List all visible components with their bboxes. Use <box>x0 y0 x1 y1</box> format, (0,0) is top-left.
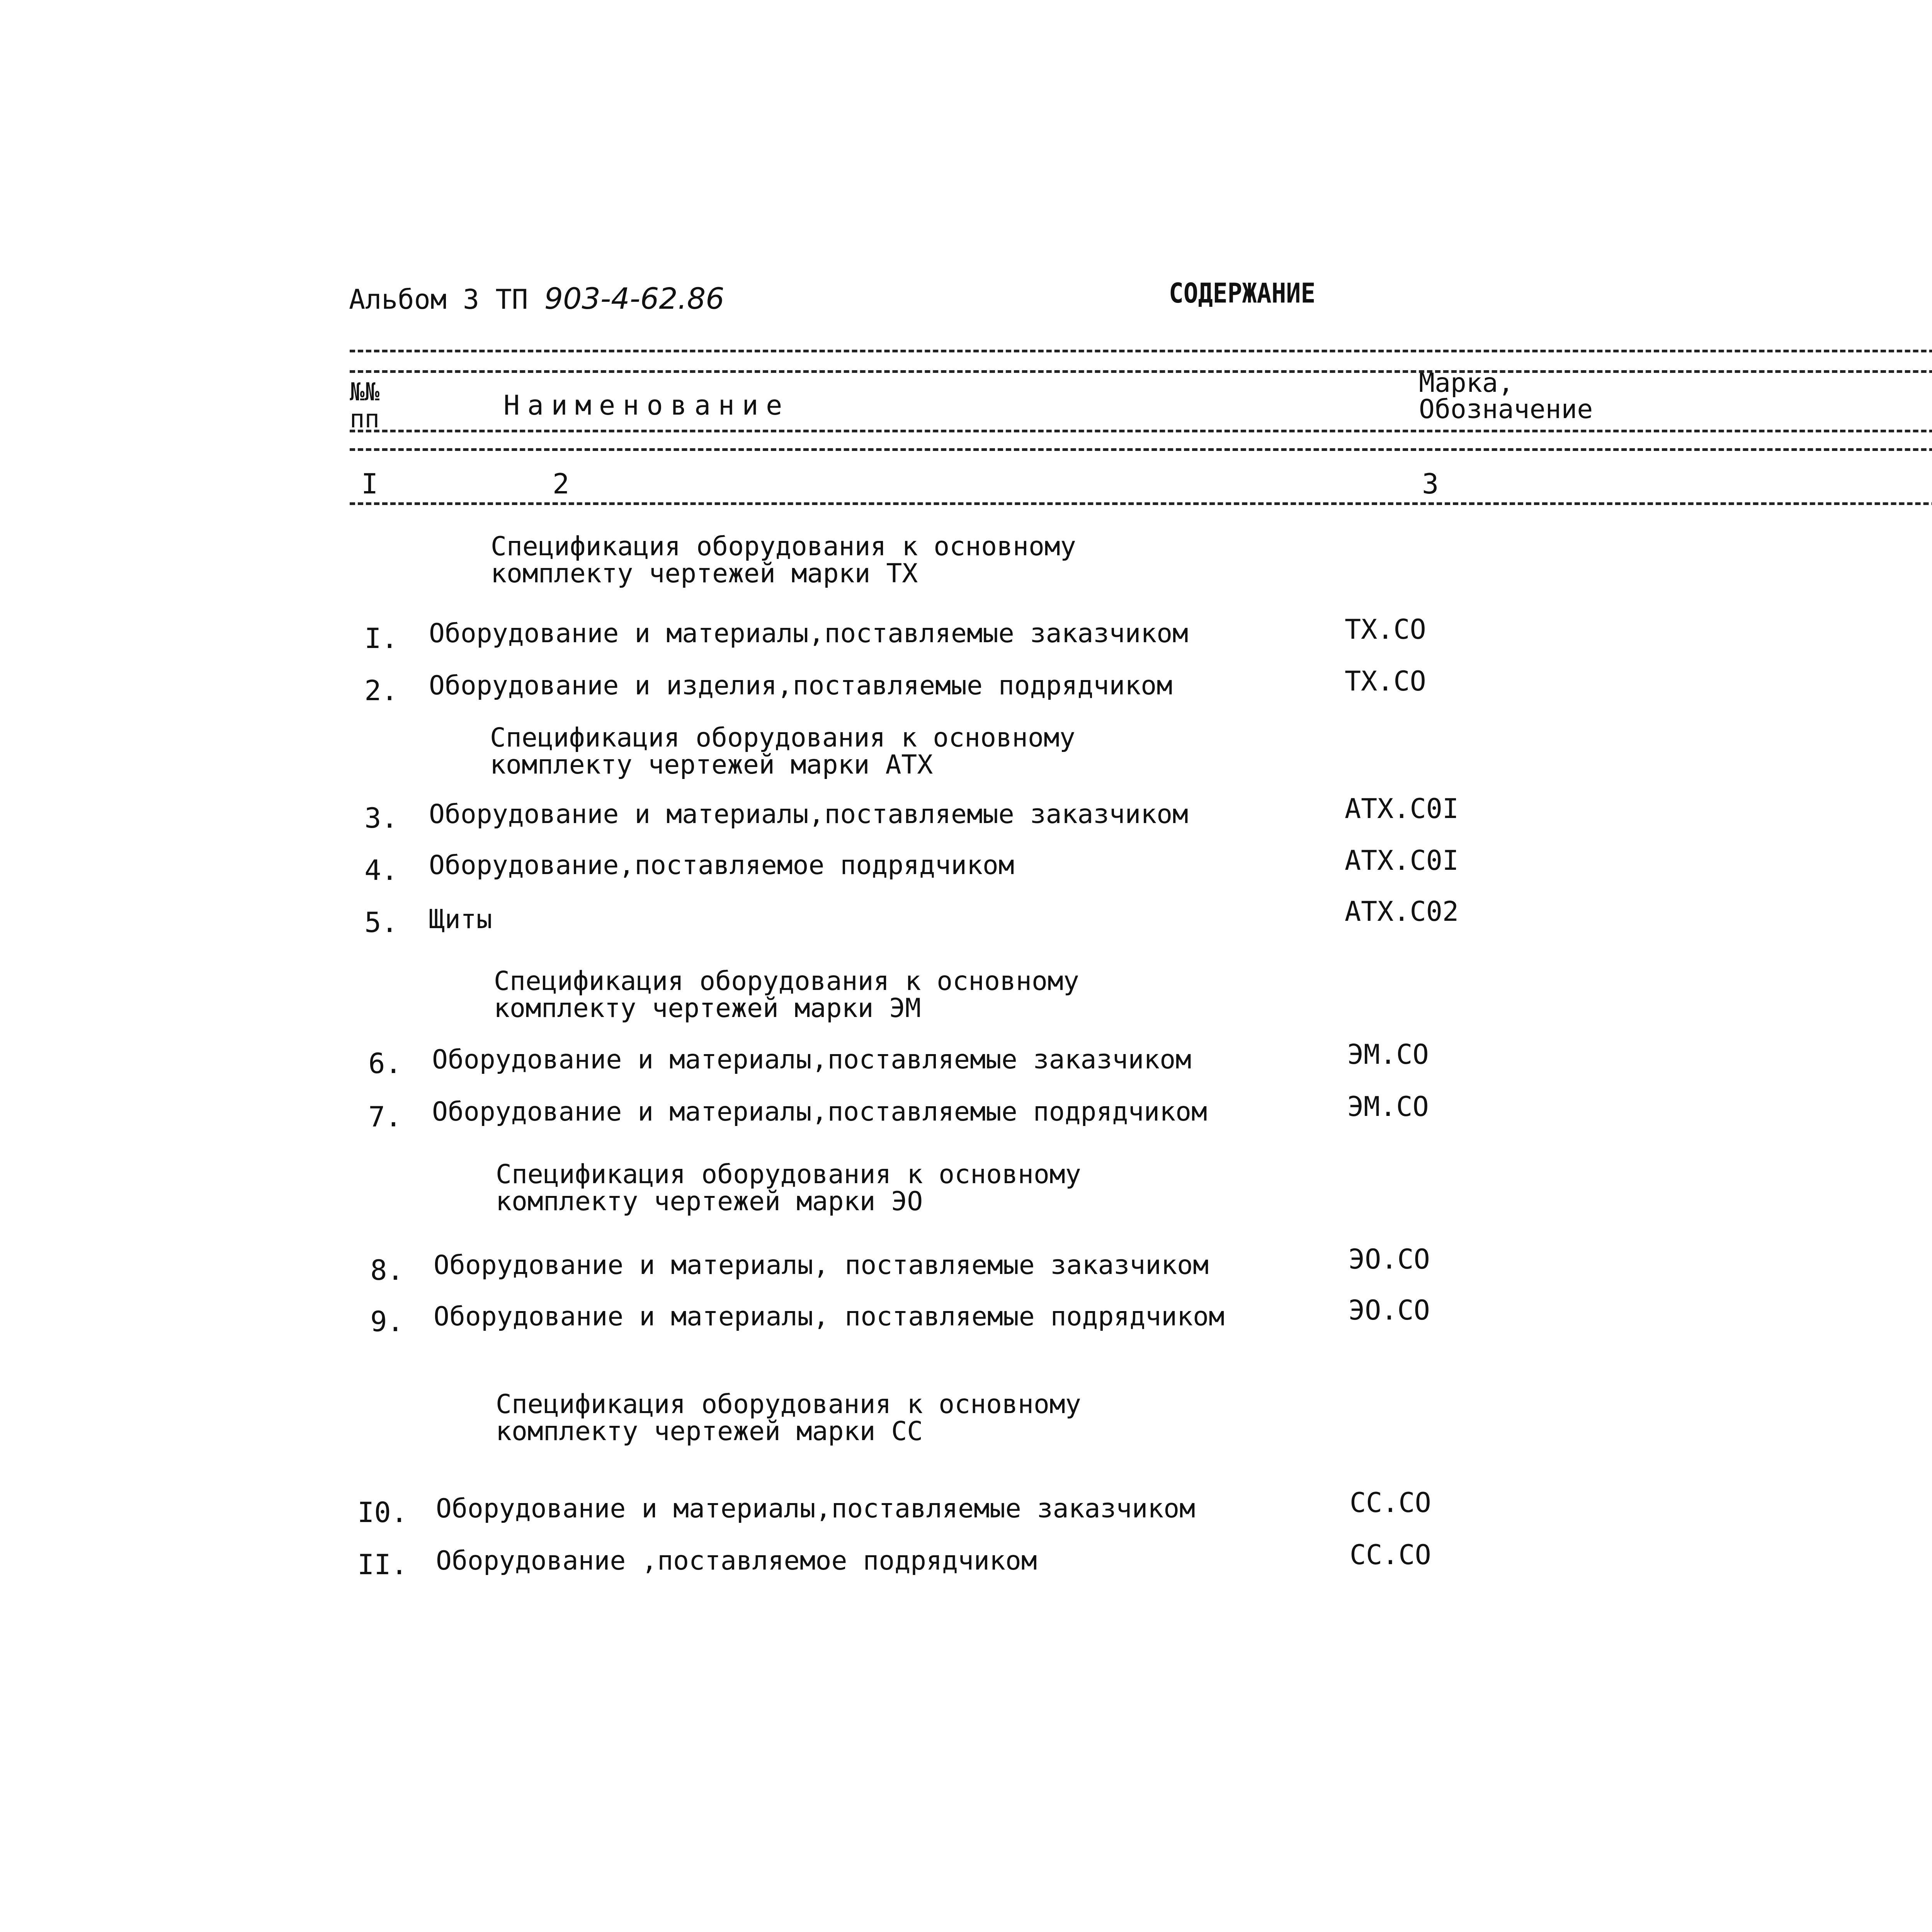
row-name: Щиты <box>429 904 492 935</box>
row-number: 6. <box>368 1047 402 1080</box>
row-name: Оборудование и материалы,поставляемые заказчиком <box>429 618 1189 649</box>
row-number: 4. <box>364 854 398 886</box>
row-number: 3. <box>364 802 398 834</box>
row-mark: СС.СО <box>1350 1539 1431 1571</box>
row-mark: АТХ.С02 <box>1345 896 1459 927</box>
album-reference <box>349 281 724 316</box>
section-title-eo: Спецификация оборудования к основному комплекту чертежей марки ЭО <box>496 1159 1081 1217</box>
row-number: II. <box>357 1548 408 1581</box>
section-title-tx: Спецификация оборудования к основному комплекту чертежей марки ТХ <box>491 531 1076 589</box>
row-name: Оборудование и материалы,поставляемые заказчиком <box>432 1044 1192 1075</box>
rule-header-bottom-2 <box>350 448 1932 451</box>
row-number: 7. <box>368 1100 402 1133</box>
album-label: Альбом 3 ТП <box>349 284 528 315</box>
document-title: СОДЕРЖАНИЕ <box>1169 277 1316 309</box>
section-title-ss: Спецификация оборудования к основному комплекту чертежей марки СС <box>496 1389 1081 1447</box>
row-mark: АТХ.С0I <box>1345 793 1459 825</box>
row-mark: АТХ.С0I <box>1345 845 1459 876</box>
column-index-2: 2 <box>553 468 570 500</box>
row-mark: ЭМ.СО <box>1347 1091 1429 1122</box>
rule-header-bottom <box>350 430 1932 432</box>
row-name: Оборудование ,поставляемое подрядчиком <box>436 1546 1037 1576</box>
row-number: I0. <box>357 1496 408 1529</box>
album-code: 903-4-62.86 <box>544 281 724 316</box>
row-mark: ЭМ.СО <box>1347 1039 1429 1070</box>
row-name: Оборудование и материалы, поставляемые подрядчиком <box>434 1301 1225 1332</box>
column-index-3: 3 <box>1422 468 1439 500</box>
row-number: 2. <box>364 674 398 707</box>
row-number: 9. <box>370 1305 404 1338</box>
rule-index-bottom <box>350 502 1932 505</box>
row-number: 5. <box>364 906 398 939</box>
row-mark: ЭО.СО <box>1349 1294 1430 1326</box>
column-header-name: Наименование <box>503 389 790 421</box>
row-number: 8. <box>370 1254 404 1286</box>
section-title-em: Спецификация оборудования к основному комплекту чертежей марки ЭМ <box>494 966 1079 1024</box>
column-index-1: I <box>361 468 378 500</box>
rule-top <box>350 350 1932 352</box>
column-header-number: №№ пп <box>350 378 380 434</box>
row-mark: ТХ.СО <box>1345 614 1426 645</box>
section-title-atx: Спецификация оборудования к основному комплекту чертежей марки АТХ <box>490 723 1075 780</box>
column-header-mark: Марка, Обозначение <box>1419 368 1593 425</box>
row-name: Оборудование и материалы,поставляемые заказчиком <box>429 799 1189 830</box>
row-name: Оборудование и изделия,поставляемые подрядчиком <box>429 670 1173 701</box>
row-mark: СС.СО <box>1350 1487 1431 1519</box>
row-name: Оборудование и материалы,поставляемые подрядчиком <box>432 1097 1208 1127</box>
row-mark: ЭО.СО <box>1349 1243 1430 1275</box>
row-name: Оборудование и материалы,поставляемые заказчиком <box>436 1493 1196 1524</box>
row-name: Оборудование,поставляемое подрядчиком <box>429 850 1014 881</box>
rule-top-2 <box>350 370 1932 373</box>
row-number: I. <box>364 622 398 655</box>
row-mark: ТХ.СО <box>1345 665 1426 697</box>
row-name: Оборудование и материалы, поставляемые заказчиком <box>434 1250 1209 1281</box>
